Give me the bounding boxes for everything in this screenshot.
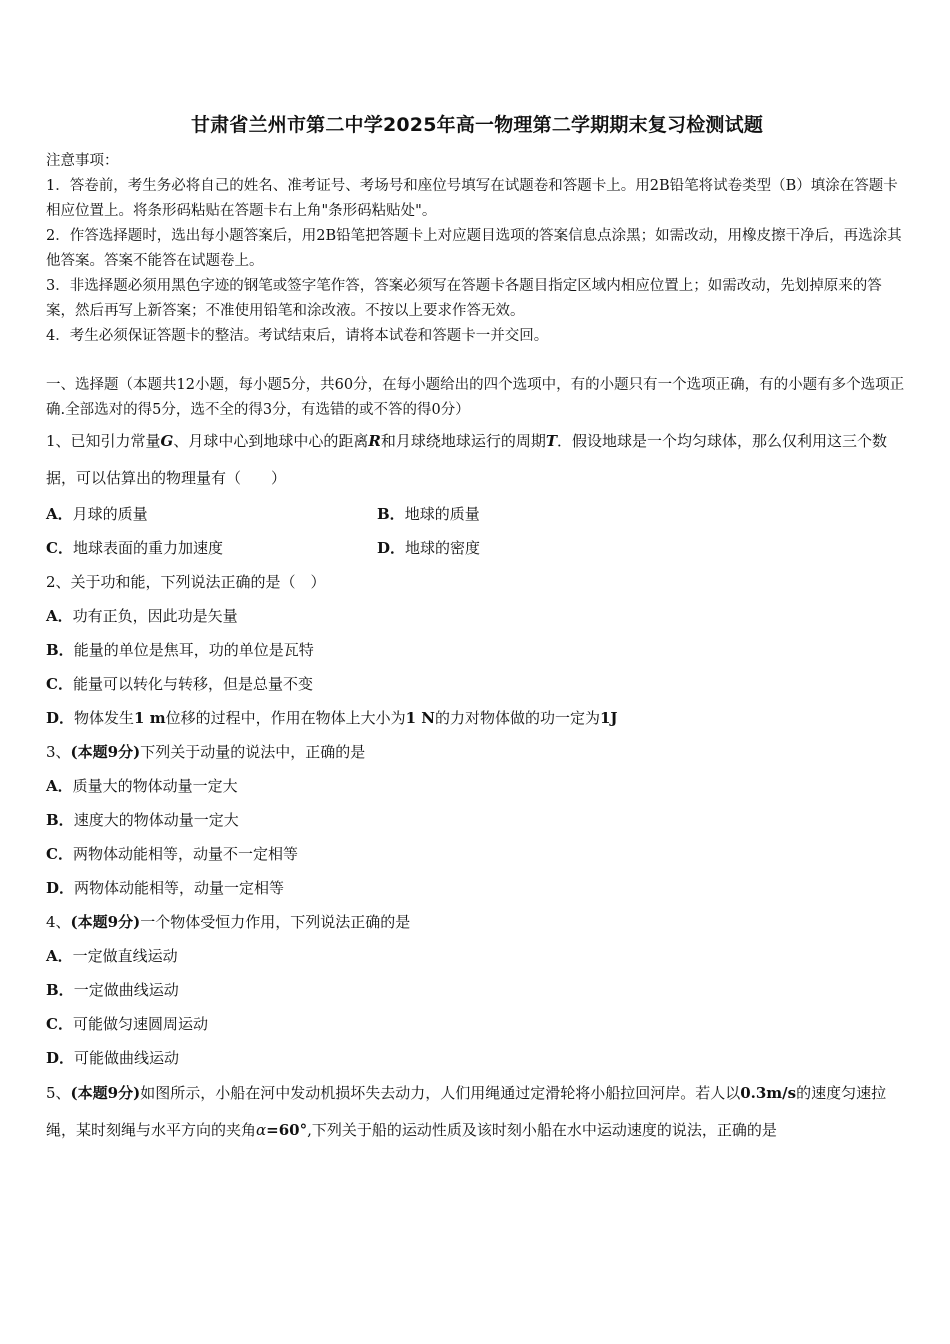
notice-item: 4．考生必须保证答题卡的整洁。考试结束后，请将本试卷和答题卡一并交回。 (46, 328, 549, 344)
option-label: C． (46, 845, 73, 863)
notice-item: 1．答卷前，考生务必将自己的姓名、准考证号、考场号和座位号填写在试题卷和答题卡上。用2B铅笔将试卷类型（B）填涂在答题卡相应位置上。将条形码粘贴在答题卡右上角"条形码粘贴处"。 (46, 178, 898, 219)
q4-option-d (46, 1041, 908, 1075)
notice-item: 3．非选择题必须用黑色字迹的钢笔或签字笔作答，答案必须写在答题卡各题目指定区域内相应位置上；如需改动，先划掉原来的答案，然后再写上新答案；不准使用铅笔和涂改液。不按以上要求作答无效。 (46, 278, 882, 319)
option-text: 速度大的物体动量一定大 (73, 811, 239, 829)
option-label: A． (46, 505, 73, 523)
q1-symbol-T: T (545, 432, 558, 450)
option-label: D． (46, 879, 75, 897)
q1-text: 、月球中心到地球中心的距离 (173, 432, 369, 450)
option-label: B． (46, 641, 74, 659)
q1-symbol-G: G (160, 432, 174, 450)
q1-text: ．假设地球是一个均匀球体，那么仅利用这三个数据，可以估算出的物理量有（ ） (46, 432, 888, 487)
option-text: 两物体动能相等，动量一定相等 (74, 879, 285, 897)
question-stem: 的速度匀速拉绳，某时刻绳与水平方向的夹角 (46, 1084, 887, 1139)
option-label: D． (377, 539, 406, 557)
option-text: 地球的质量 (404, 505, 480, 523)
question-2: 2、关于功和能，下列说法正确的是（ ） (46, 573, 326, 591)
q1-symbol-R: R (368, 432, 381, 450)
option-label: D． (46, 1049, 75, 1067)
option-text: 地球表面的重力加速度 (72, 539, 223, 557)
option-text: 月球的质量 (72, 505, 148, 523)
question-number: 3、 (46, 743, 71, 761)
q1-option-c (46, 531, 377, 565)
exam-page (46, 110, 908, 1149)
q4-option-c (46, 1007, 908, 1041)
option-label: B． (46, 981, 74, 999)
option-label: C． (46, 539, 73, 557)
q3-option-c (46, 837, 908, 871)
question-stem: ,下列关于船的运动性质及该时刻小船在水中运动速度的说法，正确的是 (307, 1121, 777, 1139)
question-3 (46, 735, 908, 769)
q1-options-row (46, 497, 908, 531)
notice-item: 2．作答选择题时，选出每小题答案后，用2B铅笔把答题卡上对应题目选项的答案信息点涂黑；如需改动，用橡皮擦干净后，再选涂其他答案。答案不能答在试题卷上。 (46, 228, 902, 269)
q2-option-c (46, 667, 908, 701)
q2-option-d (46, 701, 908, 735)
q5-angle-value: =60° (266, 1121, 308, 1139)
question-1 (46, 423, 908, 497)
option-label: A． (46, 947, 73, 965)
option-label: A． (46, 607, 73, 625)
option-value: 1 N (405, 709, 435, 727)
q3-option-b (46, 803, 908, 837)
option-label: A． (46, 777, 73, 795)
option-text: 一定做曲线运动 (73, 981, 179, 999)
option-label: C． (46, 1015, 73, 1033)
q4-option-a (46, 939, 908, 973)
question-score: (本题9分) (70, 743, 141, 761)
notice-heading: 注意事项： (46, 153, 119, 169)
q2-option-b (46, 633, 908, 667)
q4-option-b (46, 973, 908, 1007)
option-text: 功有正负，因此功是矢量 (72, 607, 238, 625)
question-score: (本题9分) (70, 913, 141, 931)
q1-option-a (46, 497, 377, 531)
q1-option-d (377, 531, 708, 565)
option-label: B． (377, 505, 405, 523)
question-stem: 如图所示，小船在河中发动机损坏失去动力，人们用绳通过定滑轮将小船拉回河岸。若人以 (140, 1084, 741, 1102)
option-text: 位移的过程中，作用在物体上大小为 (165, 709, 406, 727)
q3-option-d (46, 871, 908, 905)
question-4 (46, 905, 908, 939)
option-value: 1J (599, 709, 618, 727)
q1-text: 1、已知引力常量 (46, 432, 161, 450)
q1-option-b (377, 497, 708, 531)
option-text: 一定做直线运动 (72, 947, 178, 965)
option-label: B． (46, 811, 74, 829)
page-title: 甘肃省兰州市第二中学2025年高一物理第二学期期末复习检测试题 (190, 114, 764, 136)
option-text: 能量的单位是焦耳，功的单位是瓦特 (73, 641, 314, 659)
question-score: (本题9分) (70, 1084, 141, 1102)
notice-block (46, 149, 908, 349)
question-stem: 下列关于动量的说法中，正确的是 (140, 743, 366, 761)
option-label: C． (46, 675, 73, 693)
option-text: 的力对物体做的功一定为 (434, 709, 600, 727)
question-stem: 一个物体受恒力作用，下列说法正确的是 (140, 913, 411, 931)
question-5 (46, 1075, 908, 1149)
spacer (46, 349, 908, 373)
option-label: D． (46, 709, 75, 727)
q5-speed-value: 0.3m/s (740, 1084, 797, 1102)
question-number: 5、 (46, 1084, 71, 1102)
option-text: 能量可以转化与转移，但是总量不变 (72, 675, 313, 693)
option-text: 物体发生 (74, 709, 135, 727)
option-text: 两物体动能相等，动量不一定相等 (72, 845, 298, 863)
question-number: 4、 (46, 913, 71, 931)
option-text: 地球的密度 (405, 539, 481, 557)
q1-options-row (46, 531, 908, 565)
q5-symbol-alpha: α (256, 1121, 267, 1139)
q1-text: 和月球绕地球运行的周期 (380, 432, 546, 450)
section-heading: 一、选择题（本题共12小题，每小题5分，共60分，在每小题给出的四个选项中，有的小题只有一个选项正确，有的小题有多个选项正确.全部选对的得5分，选不全的得3分，有选错的或不答的得0分） (46, 377, 905, 418)
q2-option-a (46, 599, 908, 633)
option-text: 可能做曲线运动 (74, 1049, 180, 1067)
option-text: 质量大的物体动量一定大 (72, 777, 238, 795)
option-value: 1 m (134, 709, 166, 727)
option-text: 可能做匀速圆周运动 (72, 1015, 208, 1033)
q3-option-a (46, 769, 908, 803)
